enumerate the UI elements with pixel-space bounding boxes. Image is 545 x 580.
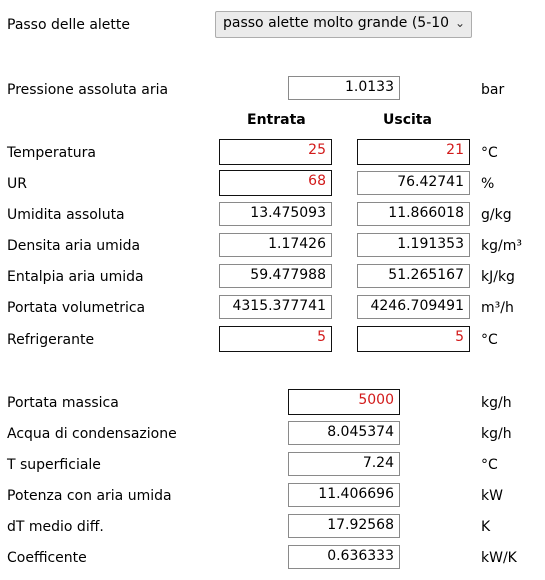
mass-flow-field[interactable]: 5000	[288, 389, 400, 415]
humid-air-density-outlet-field[interactable]: 1.191353	[357, 233, 470, 257]
volumetric-flow-inlet-field[interactable]: 4315.377741	[219, 295, 332, 319]
humid-air-density-inlet-field[interactable]: 1.17426	[219, 233, 332, 257]
outlet-column-header: Uscita	[383, 112, 432, 128]
chevron-down-icon: ⌄	[454, 16, 465, 30]
surface-temperature-label: T superficiale	[7, 457, 101, 473]
coefficient-unit: kW/K	[481, 550, 517, 566]
temperature-inlet-field[interactable]: 25	[219, 139, 332, 165]
coefficient-label: Coefficente	[7, 550, 87, 566]
relative-humidity-unit: %	[481, 176, 495, 192]
refrigerant-label: Refrigerante	[7, 332, 95, 348]
fin-pitch-select[interactable]	[215, 11, 472, 38]
mean-temperature-difference-label: dT medio diff.	[7, 519, 104, 535]
absolute-humidity-inlet-field[interactable]: 13.475093	[219, 202, 332, 226]
volumetric-flow-unit: m³/h	[481, 300, 514, 316]
humid-air-enthalpy-outlet-field[interactable]: 51.265167	[357, 264, 470, 288]
pressure-field[interactable]: 1.0133	[288, 76, 400, 100]
absolute-humidity-label: Umidita assoluta	[7, 207, 125, 223]
humid-air-density-unit: kg/m³	[481, 238, 522, 254]
temperature-outlet-field[interactable]: 21	[357, 139, 470, 165]
condensate-water-field[interactable]: 8.045374	[288, 421, 400, 445]
surface-temperature-unit: °C	[481, 457, 498, 473]
volumetric-flow-label: Portata volumetrica	[7, 300, 146, 316]
absolute-humidity-outlet-field[interactable]: 11.866018	[357, 202, 470, 226]
condensate-water-unit: kg/h	[481, 426, 512, 442]
fin-pitch-label: Passo delle alette	[7, 17, 131, 33]
mean-temperature-difference-unit: K	[481, 519, 491, 535]
pressure-unit: bar	[481, 82, 505, 98]
coefficient-field[interactable]: 0.636333	[288, 545, 400, 569]
temperature-label: Temperatura	[7, 145, 96, 161]
mass-flow-label: Portata massica	[7, 395, 119, 411]
humid-air-enthalpy-label: Entalpia aria umida	[7, 269, 144, 285]
condensate-water-label: Acqua di condensazione	[7, 426, 177, 442]
refrigerant-inlet-field[interactable]: 5	[219, 326, 332, 352]
humid-air-density-label: Densita aria umida	[7, 238, 141, 254]
mass-flow-unit: kg/h	[481, 395, 512, 411]
relative-humidity-label: UR	[7, 176, 27, 192]
volumetric-flow-outlet-field[interactable]: 4246.709491	[357, 295, 470, 319]
refrigerant-unit: °C	[481, 332, 498, 348]
humid-air-power-unit: kW	[481, 488, 503, 504]
humid-air-enthalpy-inlet-field[interactable]: 59.477988	[219, 264, 332, 288]
relative-humidity-outlet-field[interactable]: 76.42741	[357, 171, 470, 195]
mean-temperature-difference-field[interactable]: 17.92568	[288, 514, 400, 538]
pressure-label: Pressione assoluta aria	[7, 82, 169, 98]
fin-pitch-selected-value: passo alette molto grande (5-10	[223, 15, 450, 31]
humid-air-power-label: Potenza con aria umida	[7, 488, 172, 504]
inlet-column-header: Entrata	[247, 112, 306, 128]
surface-temperature-field[interactable]: 7.24	[288, 452, 400, 476]
humid-air-power-field[interactable]: 11.406696	[288, 483, 400, 507]
relative-humidity-inlet-field[interactable]: 68	[219, 170, 332, 196]
absolute-humidity-unit: g/kg	[481, 207, 512, 223]
humid-air-enthalpy-unit: kJ/kg	[481, 269, 515, 285]
refrigerant-outlet-field[interactable]: 5	[357, 326, 470, 352]
temperature-unit: °C	[481, 145, 498, 161]
